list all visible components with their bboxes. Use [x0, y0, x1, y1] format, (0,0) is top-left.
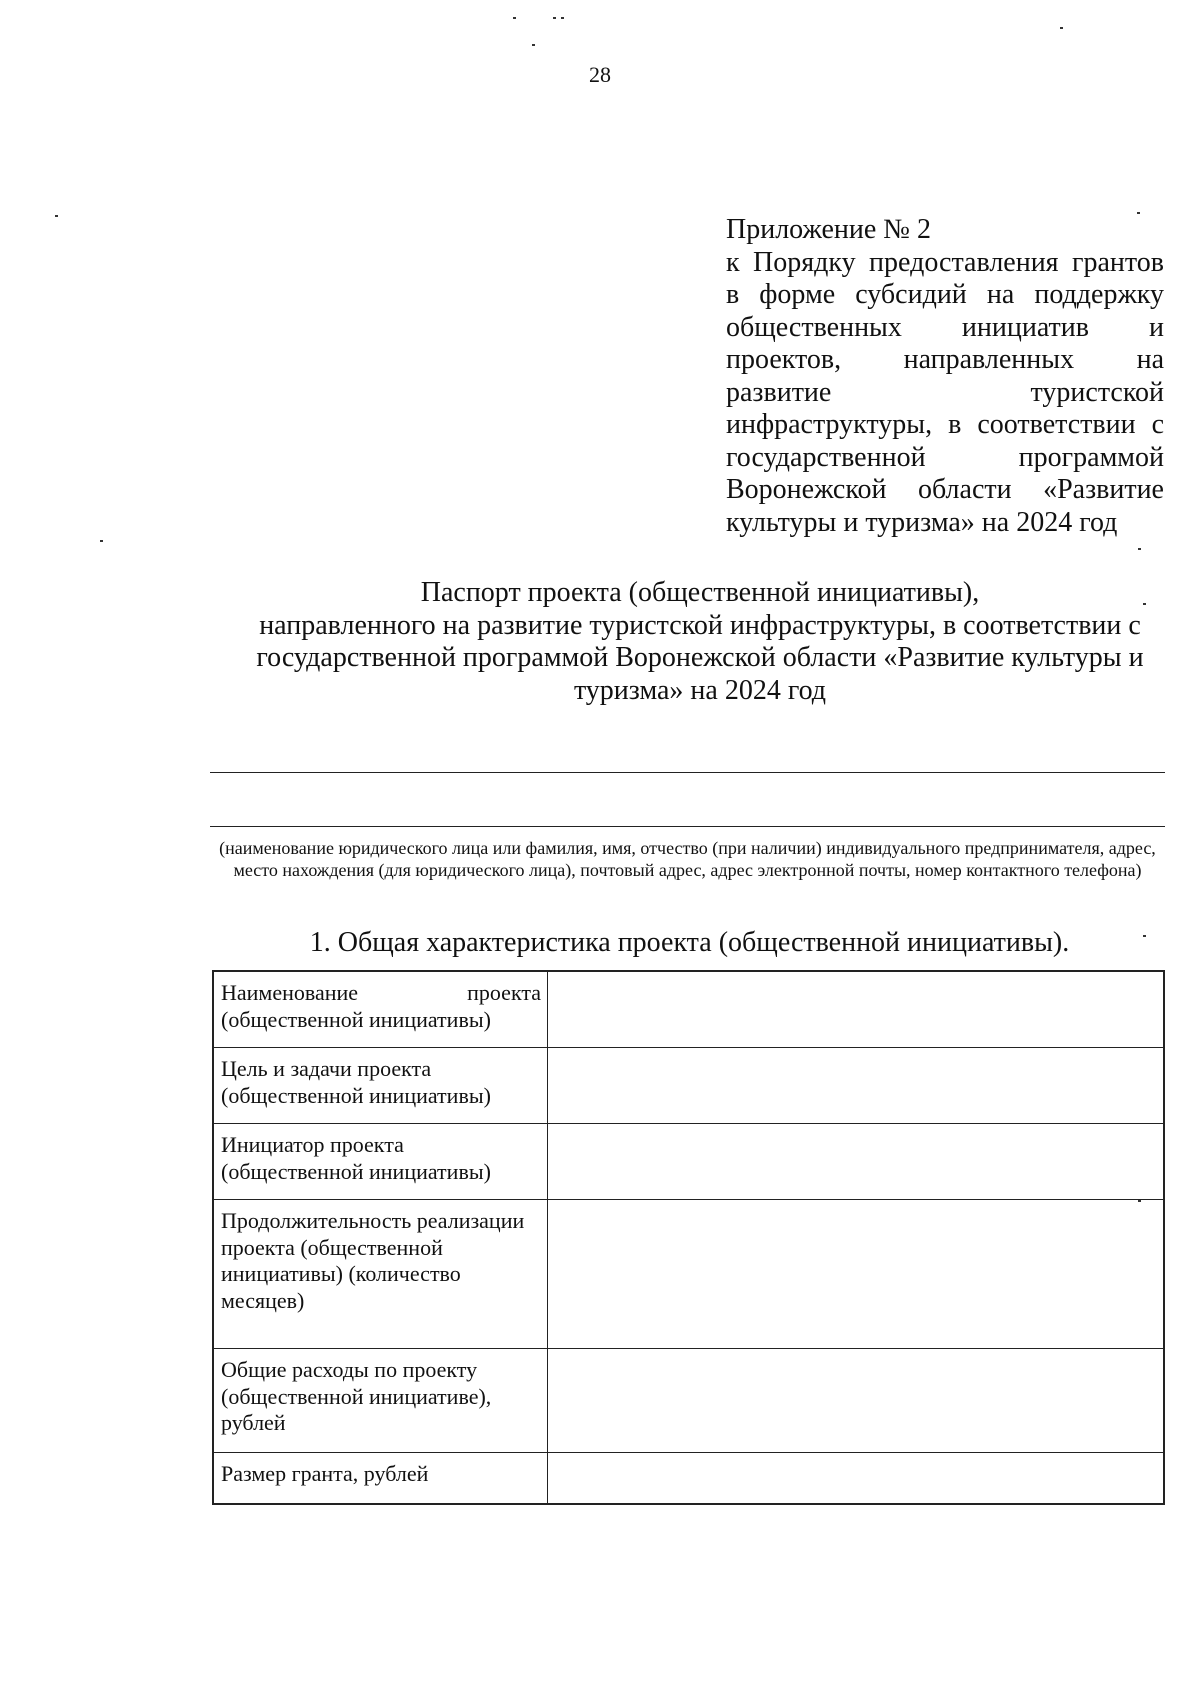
table-label-cell: Общие расходы по проекту (общественной инициативе), рублей: [213, 1349, 548, 1453]
table-label-word: Наименование: [221, 980, 359, 1005]
passport-title-line: Паспорт проекта (общественной инициативы),: [420, 577, 980, 608]
appendix-body: к Порядку предоставления грантов в форме субсидий на поддержку общественных инициатив и проектов, направленных на развитие туристской инфраструктуры, в соответствии с государственной программой Воронежской области «Развитие культуры и туризма» на 2024 год: [726, 246, 1164, 538]
table-row: [213, 1453, 1164, 1505]
passport-title: [200, 577, 1200, 707]
table-row: [213, 1124, 1164, 1200]
scan-speck: [561, 17, 564, 19]
scan-speck: [513, 17, 516, 19]
table-value-cell[interactable]: [548, 1349, 1165, 1453]
fill-in-line[interactable]: [210, 772, 1165, 773]
scan-speck: [1060, 27, 1063, 29]
passport-title-line: государственной программой Воронежской области «Развитие культуры и: [256, 642, 1144, 673]
passport-title-line: туризма» на 2024 год: [573, 674, 827, 706]
table-label-cell: Размер гранта, рублей: [213, 1453, 548, 1505]
table-label-word: проекта: [467, 980, 541, 1005]
table-row: [213, 1048, 1164, 1124]
table-value-cell[interactable]: [548, 1200, 1165, 1349]
fill-in-caption: (наименование юридического лица или фамилия, имя, отчество (при наличии) индивидуального предпринимателя, адрес, место нахождения (для юридического лица), почтовый адрес, адрес электронной почты, номер контактного телефона): [219, 838, 1156, 880]
page-number: 28: [589, 62, 611, 87]
appendix-block: [726, 214, 1164, 539]
scan-speck: [1138, 548, 1141, 550]
appendix-title: Приложение № 2: [726, 214, 931, 245]
table-value-cell[interactable]: [548, 971, 1165, 1048]
table-label-text: (общественной инициативы): [221, 1006, 491, 1032]
table-label-cell: Продолжительность реализации проекта (общественной инициативы) (количество месяцев): [213, 1200, 548, 1349]
table-label-cell: Цель и задачи проекта (общественной инициативы): [213, 1048, 548, 1124]
scan-speck: [100, 540, 103, 542]
section-heading: 1. Общая характеристика проекта (общественной инициативы).: [309, 927, 1070, 958]
table-label-cell: Инициатор проекта (общественной инициативы): [213, 1124, 548, 1200]
scan-speck: [553, 17, 556, 19]
table-value-cell[interactable]: [548, 1048, 1165, 1124]
table-row: [213, 1349, 1164, 1453]
passport-title-line: направленного на развитие туристской инфраструктуры, в соответствии с: [259, 609, 1141, 641]
fill-in-line[interactable]: [210, 826, 1165, 827]
scan-speck: [532, 44, 535, 46]
project-characteristics-table: [212, 970, 1165, 1505]
table-row: [213, 1200, 1164, 1349]
scan-speck: [55, 215, 58, 217]
table-row: [213, 971, 1164, 1048]
table-label-cell: [213, 971, 548, 1048]
table-value-cell[interactable]: [548, 1453, 1165, 1505]
table-value-cell[interactable]: [548, 1124, 1165, 1200]
